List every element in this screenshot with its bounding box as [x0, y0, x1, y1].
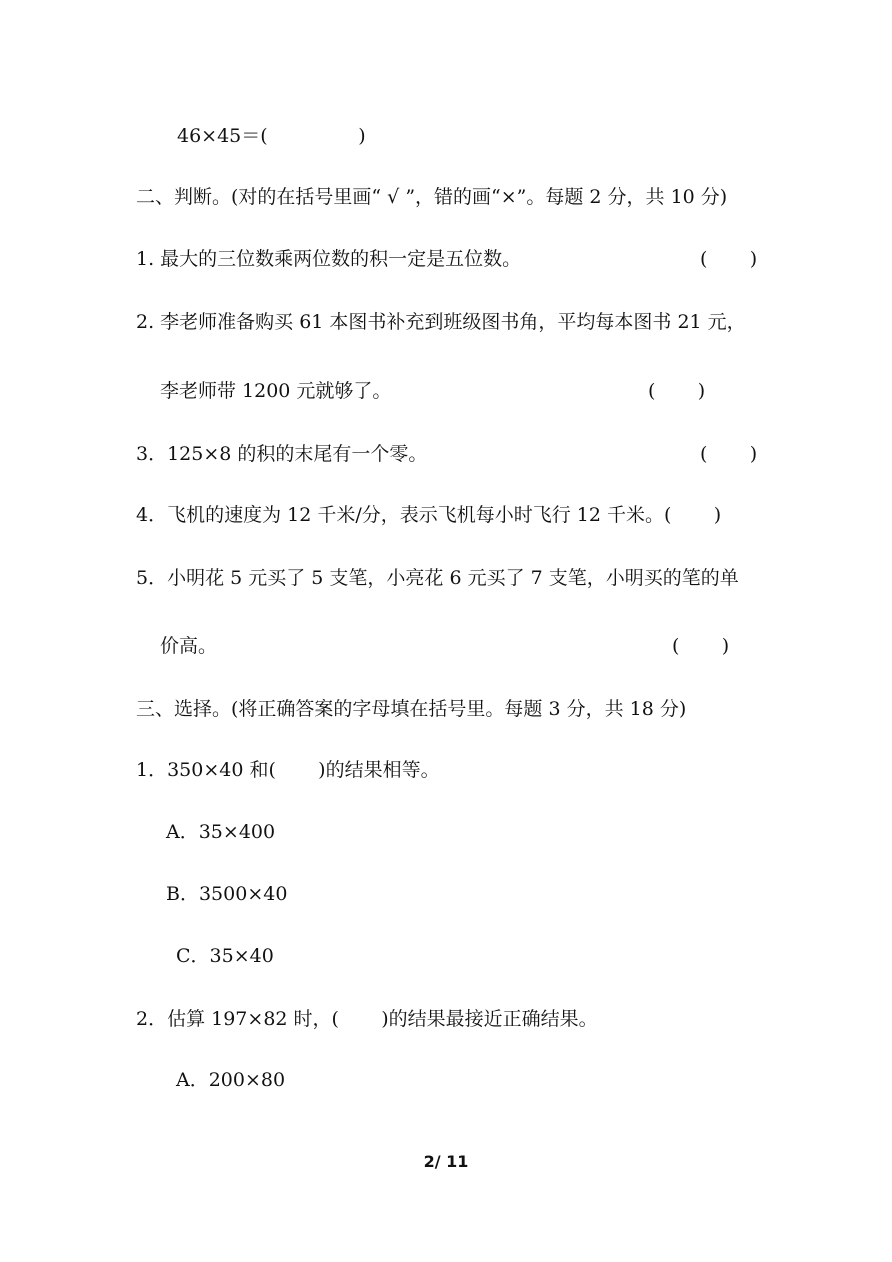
judgment-q5-text-cont: 价高。 [160, 635, 218, 657]
judgment-q5-text: 5．小明花 5 元买了 5 支笔，小亮花 6 元买了 7 支笔，小明买的笔的单 [136, 567, 739, 589]
judgment-q4-text: 4．飞机的速度为 12 千米/分，表示飞机每小时飞行 12 千米。( ) [136, 504, 722, 526]
judgment-q2-text-cont: 李老师带 1200 元就够了。 [160, 380, 392, 402]
choice-q1-option-c: C．35×40 [176, 945, 274, 967]
answer-bracket-judgment-q3: ( ) [700, 443, 758, 465]
choice-q2-option-a: A．200×80 [176, 1069, 286, 1091]
judgment-q3-text: 3．125×8 的积的末尾有一个零。 [136, 443, 428, 465]
section-2-heading: 二、判断。(对的在括号里画“ √ ”，错的画“×”。每题 2 分，共 10 分) [136, 186, 728, 208]
answer-bracket-judgment-q2: ( ) [648, 380, 706, 402]
choice-q1-option-a: A．35×400 [166, 821, 276, 843]
choice-q1-option-b: B．3500×40 [166, 883, 288, 905]
choice-q1-text: 1．350×40 和( )的结果相等。 [136, 759, 440, 781]
choice-q2-text: 2．估算 197×82 时，( )的结果最接近正确结果。 [136, 1008, 598, 1030]
section-3-heading: 三、选择。(将正确答案的字母填在括号里。每题 3 分，共 18 分) [136, 698, 687, 720]
judgment-q1-text: 1. 最大的三位数乘两位数的积一定是五位数。 [136, 248, 522, 270]
judgment-q2-text: 2. 李老师准备购买 61 本图书补充到班级图书角，平均每本图书 21 元， [136, 311, 746, 333]
answer-bracket-judgment-q1: ( ) [700, 248, 758, 270]
expression-46x45: 46×45＝( ) [177, 125, 366, 147]
answer-bracket-judgment-q5: ( ) [672, 635, 730, 657]
page-number: 2/ 11 [423, 1152, 469, 1171]
